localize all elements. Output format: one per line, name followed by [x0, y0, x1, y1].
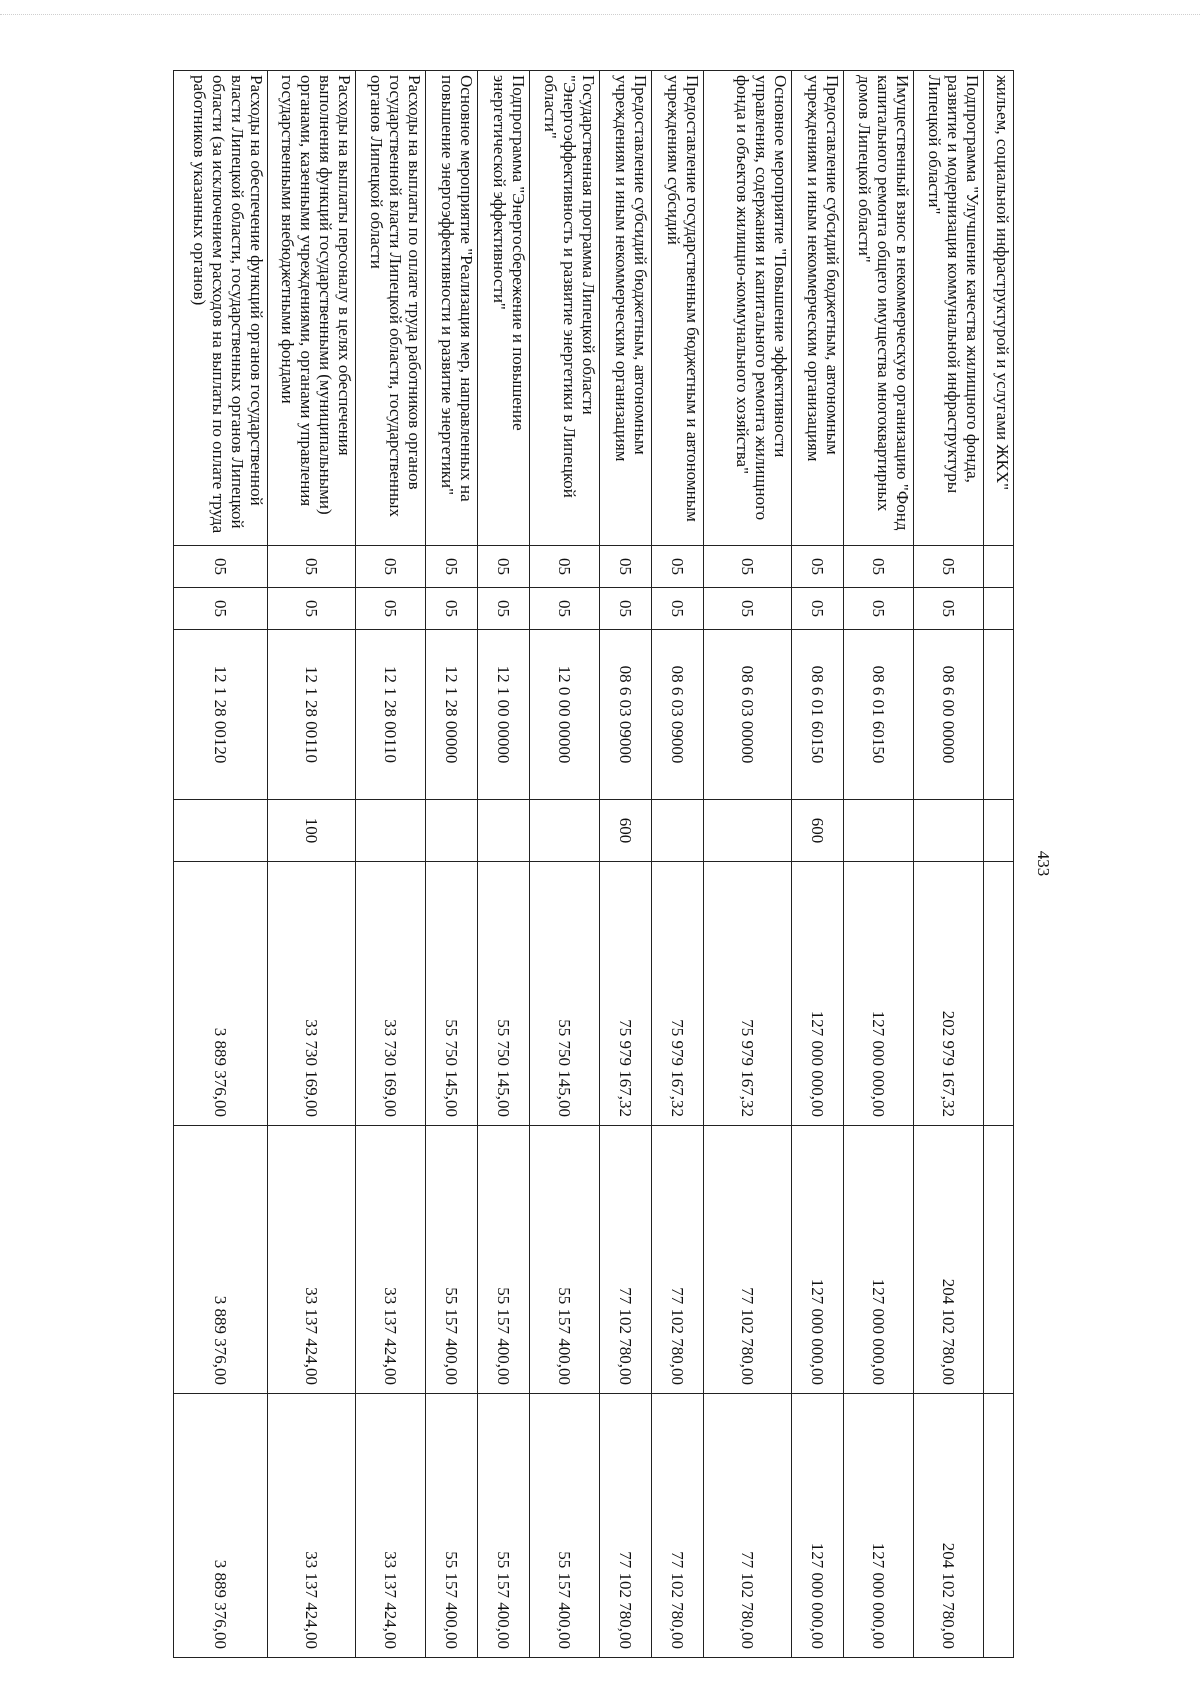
cell-expense-type	[704, 800, 792, 862]
cell-description: Подпрограмма "Улучшение качества жилищного фонда, развитие и модернизация коммунальной инфраструктуры Липецкой области"	[914, 71, 984, 546]
cell-amount-2: 127 000 000,00	[844, 1126, 914, 1394]
cell-amount-1: 3 889 376,00	[174, 862, 268, 1126]
cell-expense-type: 600	[792, 800, 844, 862]
cell-target-article: 08 6 03 09000	[652, 630, 704, 800]
cell-amount-3: 204 102 780,00	[914, 1394, 984, 1658]
cell-subsection: 05	[844, 588, 914, 630]
cell-amount-2	[984, 1126, 1014, 1394]
table-row	[844, 71, 914, 1658]
cell-description: Предоставление государственным бюджетным и автономным учреждениям субсидий	[652, 71, 704, 546]
cell-amount-2: 33 137 424,00	[268, 1126, 356, 1394]
cell-subsection: 05	[530, 588, 600, 630]
cell-amount-3: 77 102 780,00	[600, 1394, 652, 1658]
cell-amount-3: 55 157 400,00	[530, 1394, 600, 1658]
cell-section: 05	[652, 546, 704, 588]
table-row	[704, 71, 792, 1658]
cell-expense-type	[478, 800, 530, 862]
cell-section: 05	[268, 546, 356, 588]
cell-amount-3: 33 137 424,00	[268, 1394, 356, 1658]
cell-expense-type	[914, 800, 984, 862]
cell-amount-3: 33 137 424,00	[356, 1394, 426, 1658]
cell-amount-2: 3 889 376,00	[174, 1126, 268, 1394]
cell-amount-2: 55 157 400,00	[530, 1126, 600, 1394]
cell-target-article: 12 0 00 00000	[530, 630, 600, 800]
cell-amount-2: 33 137 424,00	[356, 1126, 426, 1394]
cell-section: 05	[844, 546, 914, 588]
cell-amount-3: 55 157 400,00	[426, 1394, 478, 1658]
cell-amount-1: 202 979 167,32	[914, 862, 984, 1126]
cell-subsection: 05	[914, 588, 984, 630]
table-row	[984, 71, 1014, 1658]
rotated-page	[125, 70, 1063, 1657]
table-row	[268, 71, 356, 1658]
cell-description: Расходы на выплаты персоналу в целях обеспечения выполнения функций государственными (муниципальными) органами, казенными учреждениями, органами управления государственными внебюджетными фондами	[268, 71, 356, 546]
cell-description: Основное мероприятие "Реализация мер, направленных на повышение энергоэффективности и развитие энергетики"	[426, 71, 478, 546]
cell-section: 05	[356, 546, 426, 588]
table-row	[478, 71, 530, 1658]
cell-amount-1: 127 000 000,00	[792, 862, 844, 1126]
cell-amount-1: 127 000 000,00	[844, 862, 914, 1126]
cell-amount-2: 55 157 400,00	[426, 1126, 478, 1394]
cell-description: жильем, социальной инфраструктурой и услугами ЖКХ"	[984, 71, 1014, 546]
cell-description: Государственная программа Липецкой области "Энергоэффективность и развитие энергетики в Липецкой области"	[530, 71, 600, 546]
cell-subsection: 05	[792, 588, 844, 630]
cell-target-article: 12 1 28 00120	[174, 630, 268, 800]
cell-description: Расходы на обеспечение функций органов государственной власти Липецкой области, государственных органов Липецкой области (за исключением расходов на выплаты по оплате труда работников указанных органов)	[174, 71, 268, 546]
cell-target-article: 12 1 28 00110	[356, 630, 426, 800]
table-row	[356, 71, 426, 1658]
cell-expense-type	[844, 800, 914, 862]
cell-amount-2: 55 157 400,00	[478, 1126, 530, 1394]
cell-amount-3: 3 889 376,00	[174, 1394, 268, 1658]
cell-section: 05	[914, 546, 984, 588]
cell-section: 05	[426, 546, 478, 588]
cell-expense-type	[426, 800, 478, 862]
table-row	[530, 71, 600, 1658]
cell-target-article: 08 6 01 60150	[844, 630, 914, 800]
cell-description: Основное мероприятие "Повышение эффективности управления, содержания и капитального ремонта жилищного фонда и объектов жилищно-коммунального хозяйства"	[704, 71, 792, 546]
table-row	[792, 71, 844, 1658]
cell-target-article: 12 1 00 00000	[478, 630, 530, 800]
cell-subsection: 05	[268, 588, 356, 630]
cell-target-article: 08 6 01 60150	[792, 630, 844, 800]
cell-amount-1: 33 730 169,00	[268, 862, 356, 1126]
cell-amount-3: 127 000 000,00	[792, 1394, 844, 1658]
cell-subsection: 05	[478, 588, 530, 630]
scan-border-line	[0, 14, 1200, 15]
cell-amount-1: 55 750 145,00	[478, 862, 530, 1126]
cell-description: Предоставление субсидий бюджетным, автономным учреждениям и иным некоммерческим организациям	[600, 71, 652, 546]
cell-subsection: 05	[652, 588, 704, 630]
cell-section: 05	[600, 546, 652, 588]
cell-amount-2: 77 102 780,00	[652, 1126, 704, 1394]
cell-amount-1: 33 730 169,00	[356, 862, 426, 1126]
cell-amount-1: 75 979 167,32	[652, 862, 704, 1126]
cell-target-article: 08 6 03 00000	[704, 630, 792, 800]
cell-description: Расходы на выплаты по оплате труда работников органов государственной власти Липецкой области, государственных органов Липецкой области	[356, 71, 426, 546]
cell-subsection	[984, 588, 1014, 630]
cell-amount-3: 55 157 400,00	[478, 1394, 530, 1658]
cell-target-article: 08 6 00 00000	[914, 630, 984, 800]
cell-amount-2: 127 000 000,00	[792, 1126, 844, 1394]
cell-section: 05	[704, 546, 792, 588]
cell-amount-1: 75 979 167,32	[600, 862, 652, 1126]
cell-section: 05	[478, 546, 530, 588]
cell-section	[984, 546, 1014, 588]
cell-description: Предоставление субсидий бюджетным, автономным учреждениям и иным некоммерческим организациям	[792, 71, 844, 546]
cell-amount-2: 77 102 780,00	[704, 1126, 792, 1394]
cell-expense-type	[174, 800, 268, 862]
cell-description: Подпрограмма "Энергосбережение и повышение энергетической эффективности"	[478, 71, 530, 546]
cell-amount-1: 75 979 167,32	[704, 862, 792, 1126]
cell-expense-type: 600	[600, 800, 652, 862]
table-row	[914, 71, 984, 1658]
cell-amount-3: 77 102 780,00	[704, 1394, 792, 1658]
cell-target-article: 08 6 03 09000	[600, 630, 652, 800]
cell-expense-type: 100	[268, 800, 356, 862]
table-row	[652, 71, 704, 1658]
table-row	[426, 71, 478, 1658]
table-body	[174, 71, 1014, 1658]
cell-subsection: 05	[174, 588, 268, 630]
cell-amount-3	[984, 1394, 1014, 1658]
cell-amount-3: 127 000 000,00	[844, 1394, 914, 1658]
cell-amount-2: 204 102 780,00	[914, 1126, 984, 1394]
page-number: 433	[1034, 850, 1053, 877]
cell-amount-2: 77 102 780,00	[600, 1126, 652, 1394]
cell-target-article	[984, 630, 1014, 800]
cell-subsection: 05	[356, 588, 426, 630]
cell-amount-1	[984, 862, 1014, 1126]
cell-amount-1: 55 750 145,00	[426, 862, 478, 1126]
cell-amount-1: 55 750 145,00	[530, 862, 600, 1126]
table-row	[174, 71, 268, 1658]
cell-subsection: 05	[704, 588, 792, 630]
cell-expense-type	[530, 800, 600, 862]
cell-subsection: 05	[426, 588, 478, 630]
cell-section: 05	[792, 546, 844, 588]
cell-expense-type	[356, 800, 426, 862]
cell-section: 05	[174, 546, 268, 588]
table-row	[600, 71, 652, 1658]
cell-target-article: 12 1 28 00110	[268, 630, 356, 800]
cell-amount-3: 77 102 780,00	[652, 1394, 704, 1658]
cell-expense-type	[984, 800, 1014, 862]
budget-table	[173, 70, 1014, 1658]
cell-target-article: 12 1 28 00000	[426, 630, 478, 800]
cell-description: Имущественный взнос в некоммерческую организацию "Фонд капитального ремонта общего имущества многоквартирных домов Липецкой области"	[844, 71, 914, 546]
cell-subsection: 05	[600, 588, 652, 630]
cell-section: 05	[530, 546, 600, 588]
cell-expense-type	[652, 800, 704, 862]
